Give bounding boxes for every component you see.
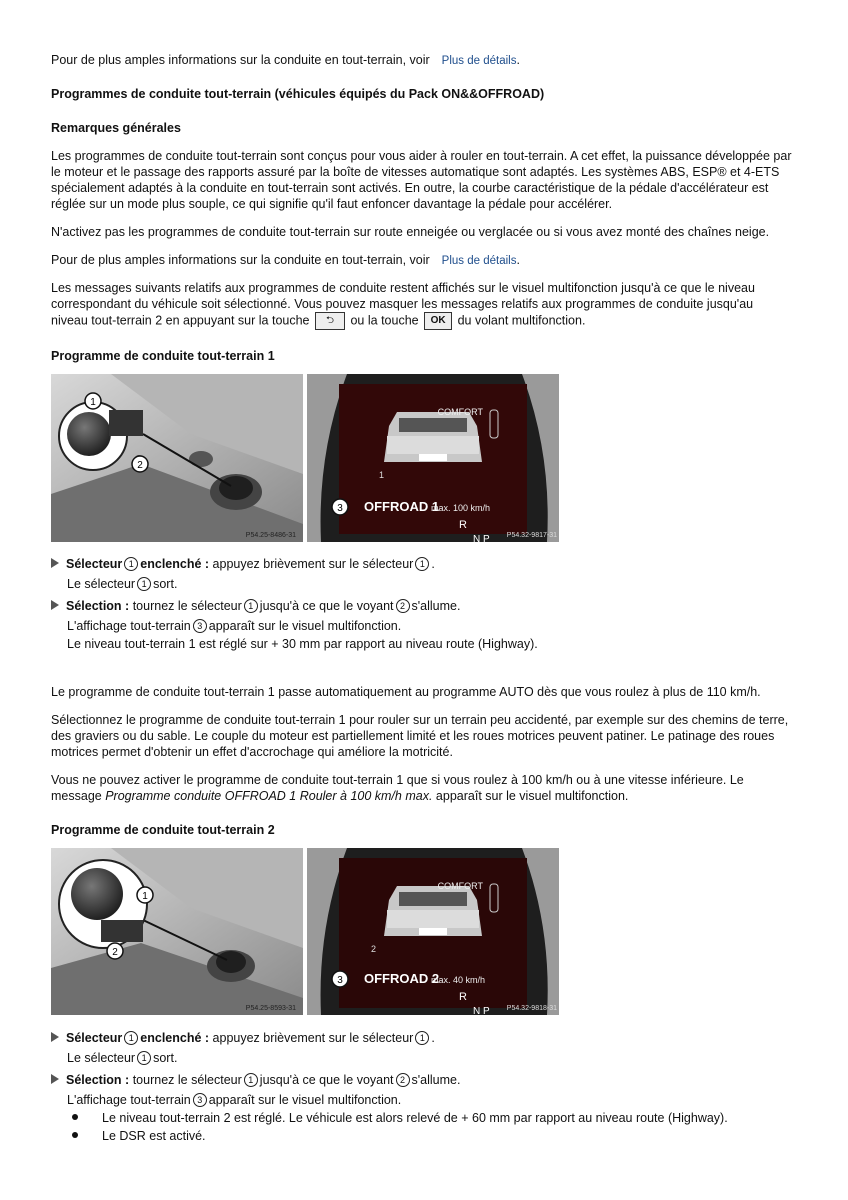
ref-number: 3 xyxy=(193,619,207,633)
callout-1 xyxy=(85,393,101,409)
details-link-2[interactable]: Plus de détails xyxy=(441,255,517,267)
section1-step2-result2: Le niveau tout-terrain 1 est réglé sur + 30 mm par rapport au niveau route (Highway). xyxy=(67,637,538,651)
display-speed: max. 40 km/h xyxy=(431,975,486,985)
p3-end: apparaît sur le visuel multifonction. xyxy=(435,789,629,803)
step-text: tournez le sélecteur xyxy=(132,1073,242,1087)
section2-step2-result1 xyxy=(67,1092,401,1108)
ref-number: 1 xyxy=(137,577,151,591)
step-end: s'allume. xyxy=(411,599,461,613)
step-text: appuyez brièvement sur le sélecteur xyxy=(212,557,414,571)
section1-paragraph-1: Le programme de conduite tout-terrain 1 passe automatiquement au programme AUTO dès que vous roulez à plus de 110 km/h. xyxy=(51,685,761,699)
warning-paragraph: N'activez pas les programmes de conduite tout-terrain sur route enneigée ou verglacée ou si vous avez monté des chaînes neige. xyxy=(51,225,770,239)
photo-code: P54.25-8486-31 xyxy=(245,532,296,539)
ref-number: 1 xyxy=(124,557,138,571)
ok-key-icon: OK xyxy=(424,312,452,330)
svg-text:2: 2 xyxy=(137,460,143,471)
display-level: 2 xyxy=(371,944,377,954)
step-arrow-icon xyxy=(51,600,59,610)
step-label: Sélection : xyxy=(66,599,130,613)
step-text: tournez le sélecteur xyxy=(132,599,242,613)
step-arrow-icon xyxy=(51,558,59,568)
result-text: Le sélecteur xyxy=(67,577,136,591)
selector-photo-1 xyxy=(51,374,303,542)
section1-step2-result1 xyxy=(67,618,401,634)
messages-line-3b: ou la touche xyxy=(350,313,419,328)
cluster-photo-1 xyxy=(307,374,559,542)
step-text-2: jusqu'à ce que le voyant xyxy=(259,599,394,613)
section1-step1 xyxy=(51,556,435,572)
callout-2 xyxy=(132,456,148,472)
result-text: Le sélecteur xyxy=(67,1051,136,1065)
result-text: L'affichage tout-terrain xyxy=(67,1093,191,1107)
selector-photo-2 xyxy=(51,848,303,1015)
section2-step1-result xyxy=(67,1050,177,1066)
general-remarks-heading: Remarques générales xyxy=(51,121,181,135)
intro-text: Pour de plus amples informations sur la conduite en tout-terrain, voir xyxy=(51,53,430,67)
p3-text: Vous ne pouvez activer le programme de conduite tout-terrain 1 que si vous roulez à 100 km/h ou à une vitesse inférieure. Le message xyxy=(51,773,744,803)
section1-step2 xyxy=(51,598,460,614)
step-text-2: jusqu'à ce que le voyant xyxy=(259,1073,394,1087)
step-label-2: enclenché : xyxy=(140,557,210,571)
messages-paragraph xyxy=(51,280,801,330)
section1-heading: Programme de conduite tout-terrain 1 xyxy=(51,349,275,363)
ref-number: 3 xyxy=(193,1093,207,1107)
intro-paragraph xyxy=(51,52,801,69)
section2-step2 xyxy=(51,1072,460,1088)
p3-message: Programme conduite OFFROAD 1 Rouler à 100 km/h max. xyxy=(105,789,433,803)
back-key-icon: ⮌ xyxy=(315,312,345,330)
svg-text:3: 3 xyxy=(337,975,343,986)
callout-3 xyxy=(332,971,348,987)
ref-number: 2 xyxy=(396,599,410,613)
svg-text:2: 2 xyxy=(112,947,118,958)
ref-number: 1 xyxy=(244,599,258,613)
callout-3 xyxy=(332,499,348,515)
section1-paragraph-3 xyxy=(51,772,796,804)
messages-line-3a: niveau tout-terrain 2 en appuyant sur la touche xyxy=(51,313,310,328)
callout-2 xyxy=(107,943,123,959)
step-end: . xyxy=(431,1031,435,1045)
intro-end: . xyxy=(516,53,520,67)
step-label: Sélecteur xyxy=(66,1031,123,1045)
callout-1 xyxy=(137,887,153,903)
details-text: Pour de plus amples informations sur la conduite en tout-terrain, voir xyxy=(51,253,430,267)
result-end: apparaît sur le visuel multifonction. xyxy=(208,619,402,633)
ref-number: 1 xyxy=(415,557,429,571)
ref-number: 1 xyxy=(124,1031,138,1045)
svg-text:1: 1 xyxy=(142,891,148,902)
photo-code: P54.32-9818-31 xyxy=(506,1005,557,1012)
messages-line-1: Les messages suivants relatifs aux programmes de conduite restent affichés sur le visuel multifonction jusqu'à ce que le niveau xyxy=(51,281,755,295)
display-gear-np: N P xyxy=(473,1006,490,1015)
photo-code: P54.25-8593-31 xyxy=(245,1005,296,1012)
details-end: . xyxy=(516,253,520,267)
display-program: OFFROAD 1 xyxy=(364,499,440,514)
cluster-photo-2 xyxy=(307,848,559,1015)
bullet-icon xyxy=(72,1114,78,1120)
display-gear-r: R xyxy=(459,519,467,531)
result-end: sort. xyxy=(153,577,178,591)
result-text: L'affichage tout-terrain xyxy=(67,619,191,633)
section2-heading: Programme de conduite tout-terrain 2 xyxy=(51,823,275,837)
section2-step1 xyxy=(51,1030,435,1046)
details-link[interactable]: Plus de détails xyxy=(441,55,517,67)
svg-text:3: 3 xyxy=(337,503,343,514)
ref-number: 1 xyxy=(244,1073,258,1087)
display-gear-r: R xyxy=(459,991,467,1003)
photo-code: P54.32-9817-31 xyxy=(506,532,557,539)
bullet-text: Le DSR est activé. xyxy=(102,1129,206,1143)
section1-step1-result xyxy=(67,576,177,592)
display-speed: max. 100 km/h xyxy=(431,503,491,513)
step-arrow-icon xyxy=(51,1032,59,1042)
messages-line-2: correspondant du véhicule soit sélectionné. Vous pouvez masquer les messages relatifs aux programmes de conduite jusqu'au xyxy=(51,297,754,311)
display-program: OFFROAD 2 xyxy=(364,971,440,986)
general-paragraph: Les programmes de conduite tout-terrain sont conçus pour vous aider à rouler en tout-terrain. A cet effet, la puissance développée par le moteur et le passage des rapports assuré par la boîte de vitesses automatique sont adaptés. Les systèmes ABS, ESP® et 4-ETS spécialement adaptés à la conduite en tout-terrain sont activés. En outre, la courbe caractéristique de la pédale d'accélérateur est réglée sur un mode plus souple, ce qui signifie qu'il faut enfoncer davantage la pédale pour accélérer. xyxy=(51,149,792,211)
step-label-2: enclenché : xyxy=(140,1031,210,1045)
messages-line-3c: du volant multifonction. xyxy=(457,313,586,328)
step-text: appuyez brièvement sur le sélecteur xyxy=(212,1031,414,1045)
step-arrow-icon xyxy=(51,1074,59,1084)
step-label: Sélecteur xyxy=(66,557,123,571)
messages-line-3 xyxy=(51,312,801,330)
bullet-icon xyxy=(72,1132,78,1138)
display-mode: COMFORT xyxy=(437,881,483,891)
display-gear-np: N P xyxy=(473,534,490,542)
main-heading: Programmes de conduite tout-terrain (véhicules équipés du Pack ON&&OFFROAD) xyxy=(51,87,545,101)
ref-number: 1 xyxy=(137,1051,151,1065)
result-end: sort. xyxy=(153,1051,178,1065)
ref-number: 2 xyxy=(396,1073,410,1087)
step-label: Sélection : xyxy=(66,1073,130,1087)
list-item xyxy=(72,1128,206,1144)
details-paragraph xyxy=(51,252,801,269)
bullet-text: Le niveau tout-terrain 2 est réglé. Le véhicule est alors relevé de + 60 mm par rapport au niveau route (Highway). xyxy=(102,1111,728,1125)
result-end: apparaît sur le visuel multifonction. xyxy=(208,1093,402,1107)
display-level: 1 xyxy=(379,470,385,480)
svg-text:1: 1 xyxy=(90,397,96,408)
step-end: s'allume. xyxy=(411,1073,461,1087)
display-mode: COMFORT xyxy=(437,407,483,417)
ref-number: 1 xyxy=(415,1031,429,1045)
section1-paragraph-2: Sélectionnez le programme de conduite tout-terrain 1 pour rouler sur un terrain peu accidenté, par exemple sur des chemins de terre, des graviers ou du sable. Le couple du moteur est partiellement limité et les roues motrices peuvent patiner. Le patinage des roues motrices permet d'obtenir un effet d'accrochage qui améliore la motricité. xyxy=(51,713,789,759)
list-item xyxy=(72,1110,728,1126)
step-end: . xyxy=(431,557,435,571)
